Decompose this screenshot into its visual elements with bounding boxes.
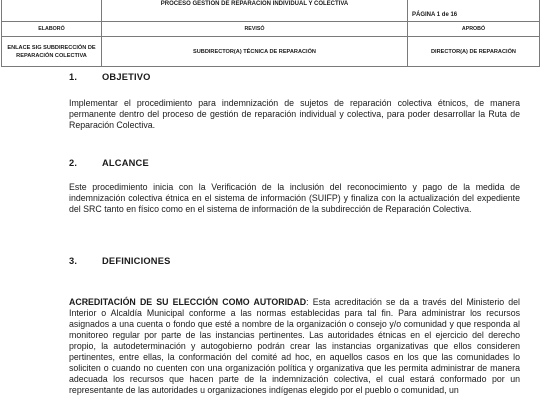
section-title: DEFINICIONES <box>102 256 171 266</box>
elaboro-value: ENLACE SIG SUBDIRECCIÓN DE REPARACIÓN COLECTIVA <box>2 37 102 67</box>
objetivo-paragraph: Implementar el procedimiento para indemnización de sujetos de reparación colectiva étnicos, de manera permanente dentro del proceso de gestión de reparación individual y colectiva, para poder desarrollar la Ruta de Reparación Colectiva. <box>69 98 520 130</box>
aprobo-label: APROBÓ <box>408 22 540 37</box>
section-number: 2. <box>69 158 78 168</box>
definition-term: ACREDITACIÓN DE SU ELECCIÓN COMO AUTORIDAD <box>69 297 307 307</box>
section-title: OBJETIVO <box>102 72 151 82</box>
aprobo-value: DIRECTOR(A) DE REPARACIÓN <box>408 37 540 67</box>
section-number: 3. <box>69 256 78 266</box>
reviso-label: REVISÓ <box>102 22 408 37</box>
definition-text: : Esta acreditación se da a través del Ministerio del Interior o Alcaldía Municipal conforme a las normas establecidas para tal fin. Para administrar los recursos asignados a una cuenta o fondo que esté a nombre de la organización o consejo y/o comunidad y que responda al monitoreo regular por parte de las instancias pertinentes. Las autoridades étnicas en el ejercicio del derecho propio, la autodeterminación y autogobierno podrán crear las instancias organizativas que ellos consideren pertinentes, entre ellas, la conformación del comité ad hoc, en aquellos casos en los que las comunidades lo soliciten o cuando no cuenten con una organización política y organizativa que les permita administrar de manera adecuada los recursos que hacen parte de la indemnización colectiva, el cual estará conformado por un representante de las autoridades u organizaciones indígenas elegido por el pueblo o comunidad, un <box>69 297 520 395</box>
reviso-value: SUBDIRECTOR(A) TÉCNICA DE REPARACIÓN <box>102 37 408 67</box>
page-number: PÁGINA 1 de 16 <box>408 9 540 22</box>
section-title: ALCANCE <box>102 158 149 168</box>
process-title: PROCESO GESTIÓN DE REPARACIÓN INDIVIDUAL Y COLECTIVA <box>102 0 408 9</box>
elaboro-label: ELABORÓ <box>2 22 102 37</box>
definition-paragraph <box>69 297 520 396</box>
document-header-table <box>1 0 540 67</box>
alcance-paragraph: Este procedimiento inicia con la Verificación de la inclusión del reconocimiento y pago de la medida de indemnización colectiva étnica en el sistema de información (SUIFP) y finaliza con la actualización del expediente del SRC tanto en físico como en el sistema de información de la subdirección de Reparación Colectiva. <box>69 182 520 214</box>
section-number: 1. <box>69 72 78 82</box>
